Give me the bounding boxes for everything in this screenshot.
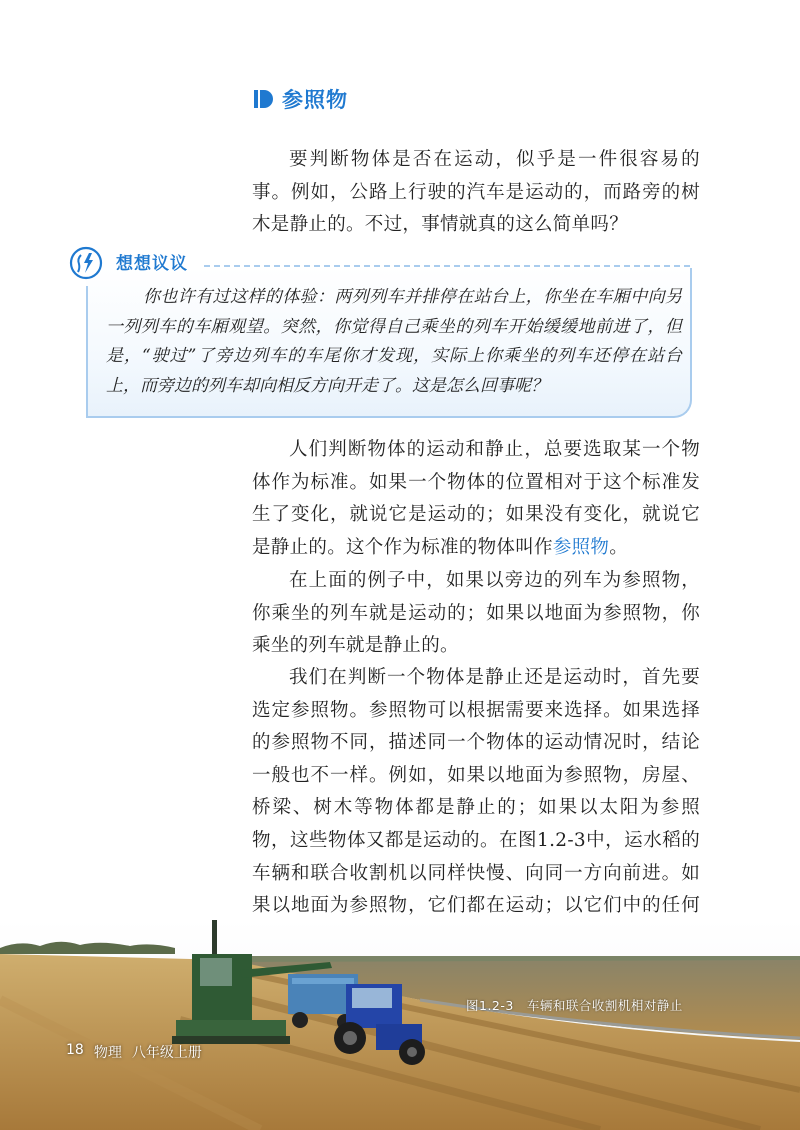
lightning-head-icon bbox=[68, 245, 104, 281]
figure-caption: 图1.2-3 车辆和联合收割机相对静止 bbox=[466, 998, 683, 1013]
definition-text: 人们判断物体的运动和静止，总要选取某一个物体作为标准。如果一个物体的位置相对于这个标准发生了变化，就说它是运动的；如果没有变化，就说它是静止的。这个作为标准的物体叫作 bbox=[252, 439, 700, 558]
section-heading bbox=[252, 84, 348, 114]
discussion-box-left-border bbox=[86, 286, 88, 416]
discussion-title: 想想议议 bbox=[116, 254, 188, 274]
section-marker-icon bbox=[252, 88, 274, 110]
harvest-photo bbox=[0, 920, 800, 1130]
example-paragraph: 在上面的例子中，如果以旁边的列车为参照物，你乘坐的列车就是运动的；如果以地面为参照物，你乘坐的列车就是静止的。 bbox=[252, 570, 700, 657]
discussion-box-top-border bbox=[204, 265, 690, 268]
page-number: 18 bbox=[66, 1042, 84, 1058]
term-reference-object: 参照物 bbox=[552, 536, 610, 558]
definition-paragraph bbox=[252, 434, 700, 564]
page-footer bbox=[66, 1042, 202, 1062]
relativity-text: 我们在判断一个物体是静止还是运动时，首先要选定参照物。参照物可以根据需要来选择。如果选择的参照物不同，描述同一个物体的运动情况时，结论一般也不一样。例如，如果以地面为参照物，房屋、桥梁、树木等物体都是静止的；如果以太阳为参照物，这些物体又都是运动的。在图1.2-3中，运水稻的车辆和联合收割机以同样快慢、向同一方向前进。如果以地面为参照物，它们都在运动；以它们中的任何 bbox=[252, 667, 700, 917]
discussion-text: 你也许有过这样的体验：两列列车并排停在站台上，你坐在车厢中向另一列列车的车厢观望。突然，你觉得自己乘坐的列车开始缓缓地前进了，但是，“驶过”了旁边列车的车尾你才发现，实际上你乘坐的列车还停在站台上，而旁边的列车却向相反方向开走了。这是怎么回事呢？ bbox=[106, 287, 682, 396]
intro-paragraph: 要判断物体是否在运动，似乎是一件很容易的事。例如，公路上行驶的汽车是运动的，而路旁的树木是静止的。不过，事情就真的这么简单吗？ bbox=[252, 149, 700, 236]
section-title: 参照物 bbox=[282, 88, 348, 112]
footer-subject: 物理 bbox=[93, 1045, 122, 1061]
footer-grade: 八年级上册 bbox=[131, 1045, 202, 1061]
definition-end: 。 bbox=[609, 536, 629, 558]
